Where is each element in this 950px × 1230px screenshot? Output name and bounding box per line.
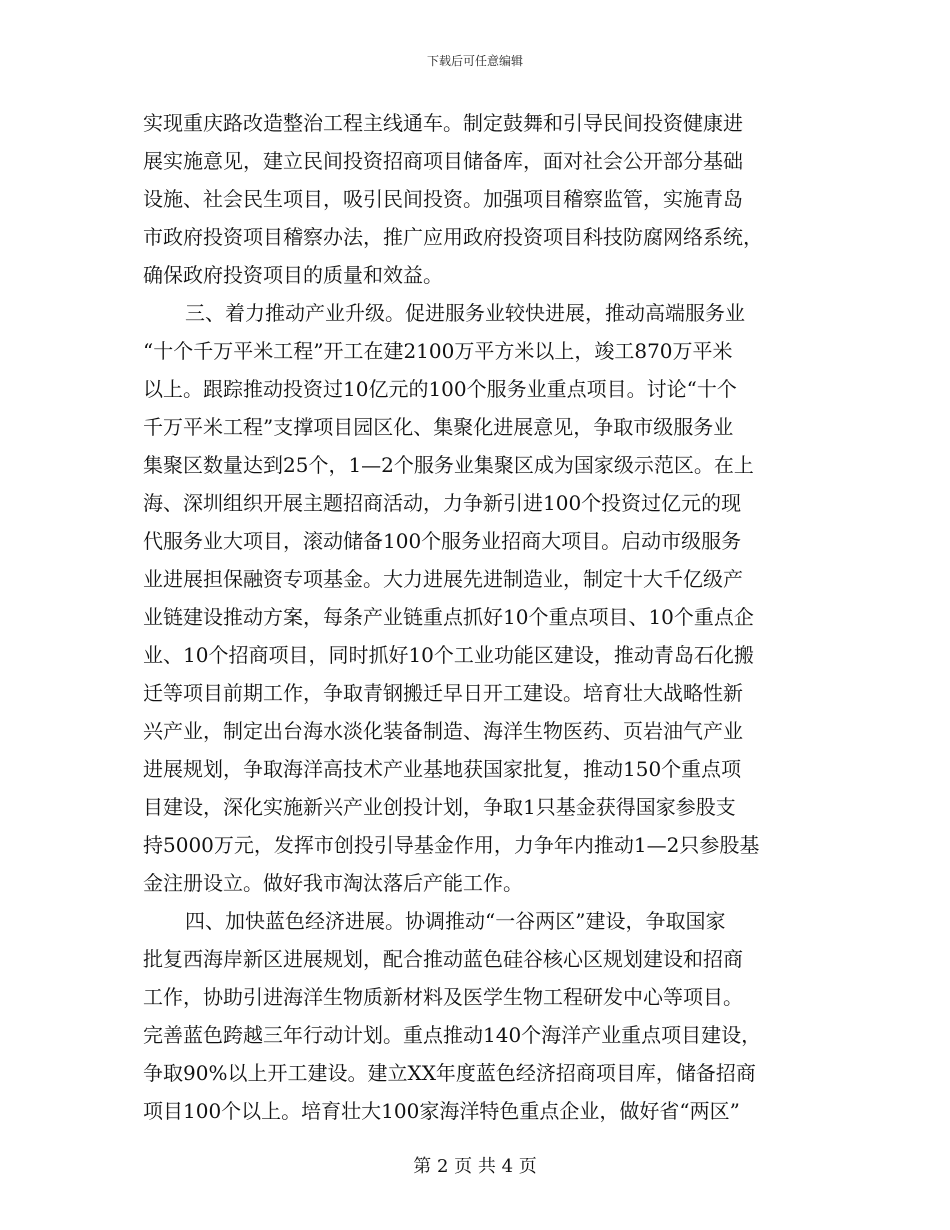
body-line: 确保政府投资项目的质量和效益。 [143,263,443,287]
body-line: 完善蓝色跨越三年行动计划。重点推动140个海洋产业重点项目建设， [143,1023,762,1047]
page-header-note: 下载后可任意编辑 [426,54,523,68]
body-line: 金注册设立。做好我市淘汰落后产能工作。 [143,871,523,895]
body-line: 代服务业大项目，滚动储备100个服务业招商大项目。启动市级服务 [143,529,742,553]
body-line: 业链建设推动方案，每条产业链重点抓好10个重点项目、10个重点企 [143,605,754,629]
body-line: 争取90%以上开工建设。建立XX年度蓝色经济招商项目库，储备招商 [143,1061,756,1085]
page-number: 第 2 页 共 4 页 [413,1156,537,1177]
paragraph-start-line: 三、着力推动产业升级。促进服务业较快进展，推动高端服务业 [185,301,745,325]
body-line: 迁等项目前期工作，争取青钢搬迁早日开工建设。培育壮大战略性新 [143,681,743,705]
document-body [143,104,807,1130]
body-line: 项目100个以上。培育壮大100家海洋特色重点企业，做好省“两区” [143,1099,740,1123]
paragraph-start-line: 四、加快蓝色经济进展。协调推动“一谷两区”建设，争取国家 [185,909,726,933]
body-line: 持5000万元，发挥市创投引导基金作用，力争年内推动1—2只参股基 [143,833,760,857]
body-line: 进展规划，争取海洋高技术产业基地获国家批复，推动150个重点项 [143,757,742,781]
body-line: 目建设，深化实施新兴产业创投计划，争取1只基金获得国家参股支 [143,795,736,819]
body-line: “十个千万平米工程”开工在建2100万平方米以上，竣工870万平米 [143,339,733,363]
body-line: 以上。跟踪推动投资过10亿元的100个服务业重点项目。讨论“十个 [143,377,737,401]
body-line: 兴产业，制定出台海水淡化装备制造、海洋生物医药、页岩油气产业 [143,719,743,743]
body-line: 批复西海岸新区进展规划，配合推动蓝色硅谷核心区规划建设和招商 [143,947,743,971]
body-line: 集聚区数量达到25个，1—2个服务业集聚区成为国家级示范区。在上 [143,453,754,477]
body-line: 工作，协助引进海洋生物质新材料及医学生物工程研发中心等项目。 [143,985,743,1009]
body-line: 业进展担保融资专项基金。大力进展先进制造业，制定十大千亿级产 [143,567,743,591]
body-line: 实现重庆路改造整治工程主线通车。制定鼓舞和引导民间投资健康进 [143,111,743,135]
body-line: 市政府投资项目稽察办法，推广应用政府投资项目科技防腐网络系统， [143,225,763,249]
body-line: 设施、社会民生项目，吸引民间投资。加强项目稽察监管，实施青岛 [143,187,743,211]
body-line: 业、10个招商项目，同时抓好10个工业功能区建设，推动青岛石化搬 [143,643,754,667]
body-line: 海、深圳组织开展主题招商活动，力争新引进100个投资过亿元的现 [143,491,742,515]
body-line: 展实施意见，建立民间投资招商项目储备库，面对社会公开部分基础 [143,149,743,173]
body-line: 千万平米工程”支撑项目园区化、集聚化进展意见，争取市级服务业 [143,415,734,439]
